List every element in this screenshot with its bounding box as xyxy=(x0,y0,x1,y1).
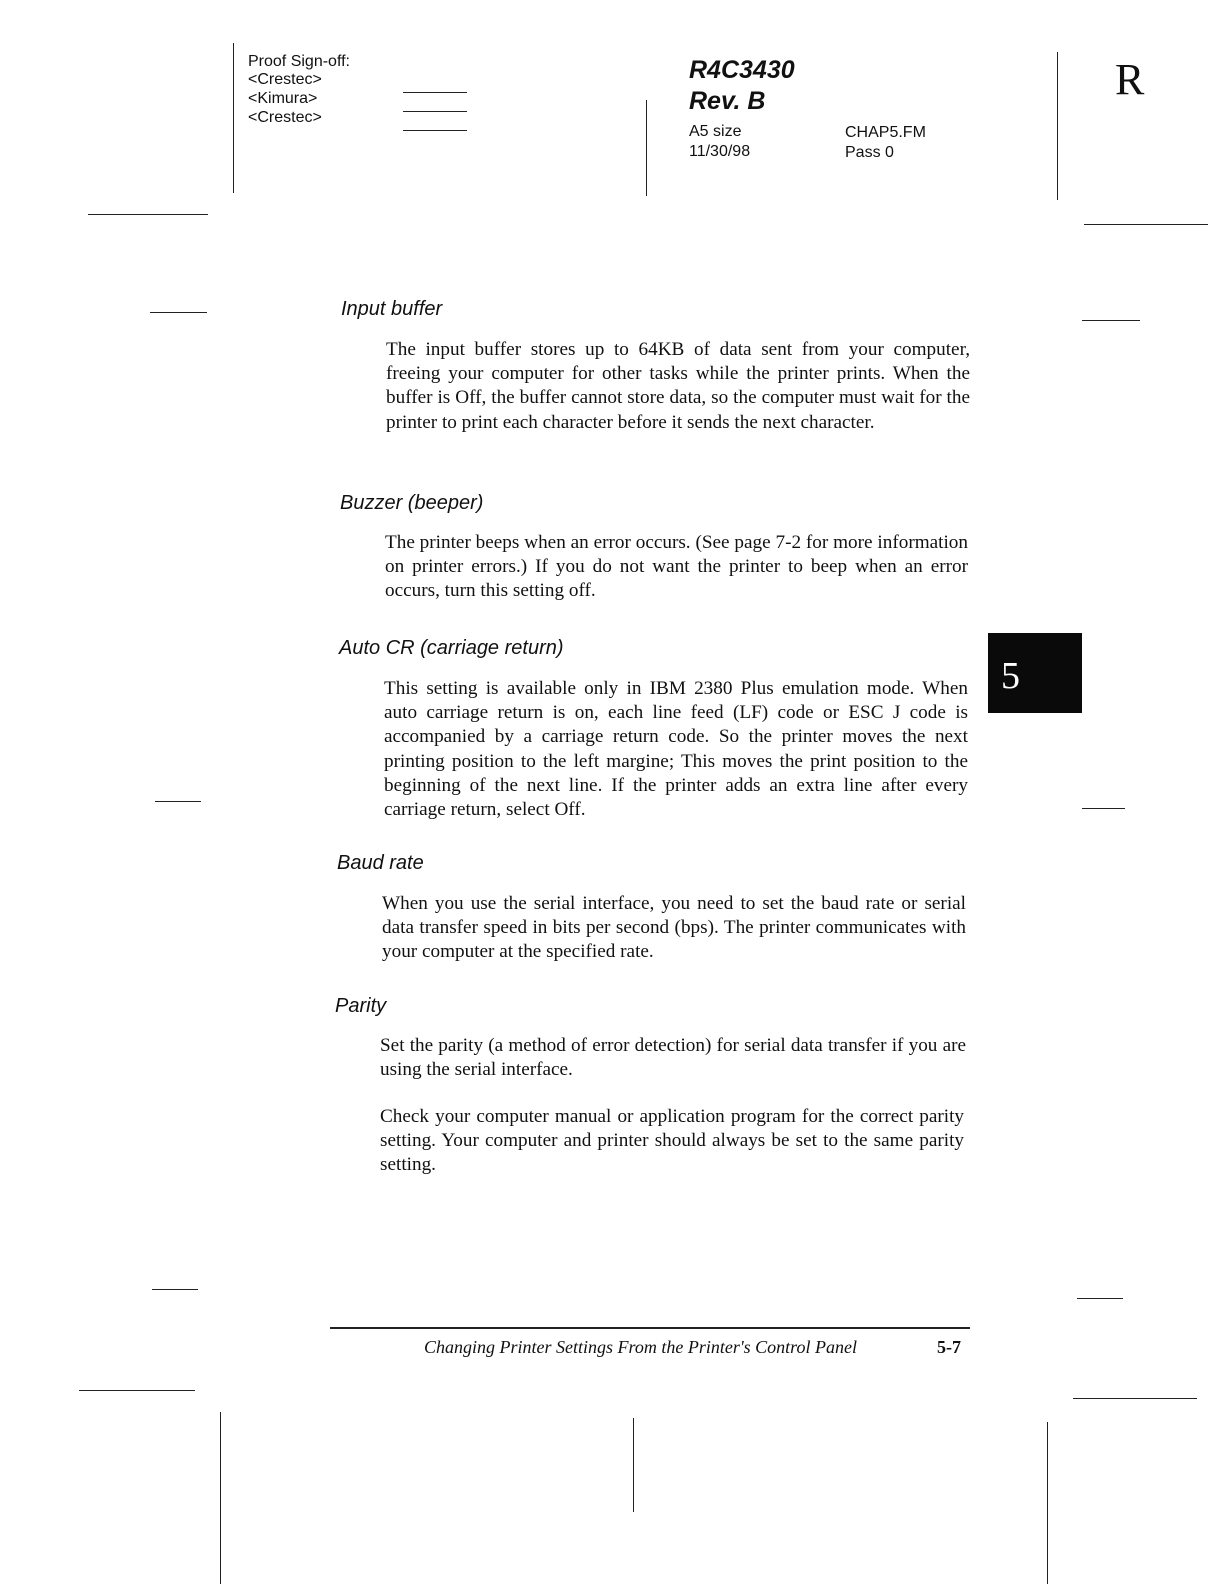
chapter-tab-number: 5 xyxy=(1001,655,1020,697)
proof-signoff xyxy=(248,52,350,127)
section-paragraph: The printer beeps when an error occurs. (See page 7-2 for more information on printer errors.) If you do not want the printer to beep when an error occurs, turn this setting off. xyxy=(385,532,968,602)
section-paragraph: When you use the serial interface, you need to set the baud rate or serial data transfer speed in bits per second (bps). The printer communicates with your computer at the specified rate. xyxy=(382,893,966,963)
footer-title: Changing Printer Settings From the Printer's Control Panel xyxy=(424,1337,858,1357)
pass-number: Pass 0 xyxy=(845,144,894,161)
section-paragraph: The input buffer stores up to 64KB of data sent from your computer, freeing your computer for other tasks while the printer prints. When the buffer is Off, the buffer cannot store data, so the computer must wait for the printer to print each character before it sends the next character. xyxy=(386,339,970,433)
proof-signoff-title: Proof Sign-off: xyxy=(248,53,350,70)
signoff-line xyxy=(403,130,467,131)
section-heading: Buzzer (beeper) xyxy=(340,492,484,514)
footer-rule xyxy=(330,1327,970,1329)
section-paragraph: Set the parity (a method of error detection) for serial data transfer if you are using the serial interface. xyxy=(380,1035,966,1081)
doc-code: R4C3430 xyxy=(689,56,795,84)
date: 11/30/98 xyxy=(689,143,751,160)
page-number: 5-7 xyxy=(937,1337,961,1357)
paper-size: A5 size xyxy=(689,123,742,140)
chapter-tab xyxy=(988,633,1082,713)
section-paragraph: Check your computer manual or application program for the correct parity setting. Your computer and printer should always be set to the same parity setting. xyxy=(380,1106,964,1176)
section-heading: Input buffer xyxy=(341,298,443,320)
file-name: CHAP5.FM xyxy=(845,124,926,141)
signoff-line xyxy=(403,111,467,112)
section-heading: Baud rate xyxy=(337,852,424,874)
section-heading: Parity xyxy=(335,995,387,1017)
proof-signoff-entry: <Kimura> xyxy=(248,90,318,107)
section-heading: Auto CR (carriage return) xyxy=(339,637,564,659)
revision: Rev. B xyxy=(689,87,766,115)
signoff-line xyxy=(403,92,467,93)
section-paragraph: This setting is available only in IBM 2380 Plus emulation mode. When auto carriage return is on, each line feed (LF) code or ESC J code is accompanied by a carriage return code. So the printer moves the next printing position to the left margine; This moves the print position to the beginning of the next line. If the printer adds an extra line after every carriage return, select Off. xyxy=(384,678,968,821)
proof-signoff-entry: <Crestec> xyxy=(248,71,322,88)
corner-mark: R xyxy=(1115,55,1145,104)
proof-signoff-entry: <Crestec> xyxy=(248,109,322,126)
